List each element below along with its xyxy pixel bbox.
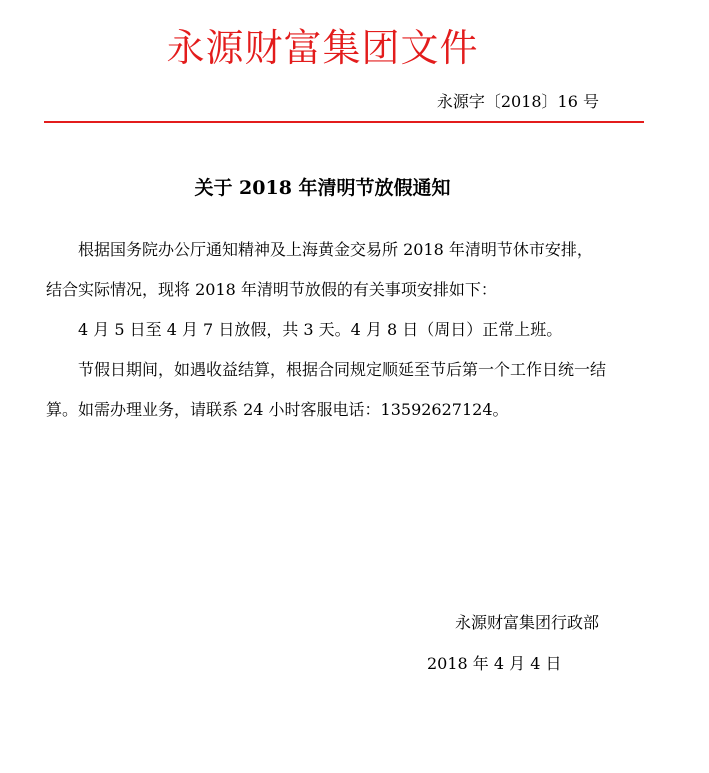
document-header-title: 永源财富集团文件 [166,26,479,70]
notice-body [46,230,606,430]
notice-paragraph: 节假日期间，如遇收益结算，根据合同规定顺延至节后第一个工作日统一结算。如需办理业务，请联系 24 小时客服电话：13592627124。 [46,360,607,419]
notice-paragraph: 根据国务院办公厅通知精神及上海黄金交易所 2018 年清明节休市安排，结合实际情况，现将 2018 年清明节放假的有关事项安排如下： [46,240,593,299]
document-number: 永源字〔2018〕16 号 [436,92,599,111]
notice-paragraph: 4 月 5 日至 4 月 7 日放假，共 3 天。4 月 8 日（周日）正常上班。 [78,320,563,339]
notice-title: 关于 2018 年清明节放假通知 [194,177,451,199]
issuer-signature: 永源财富集团行政部 [454,613,599,632]
header-divider [44,121,644,123]
issue-date: 2018 年 4 月 4 日 [427,654,562,673]
